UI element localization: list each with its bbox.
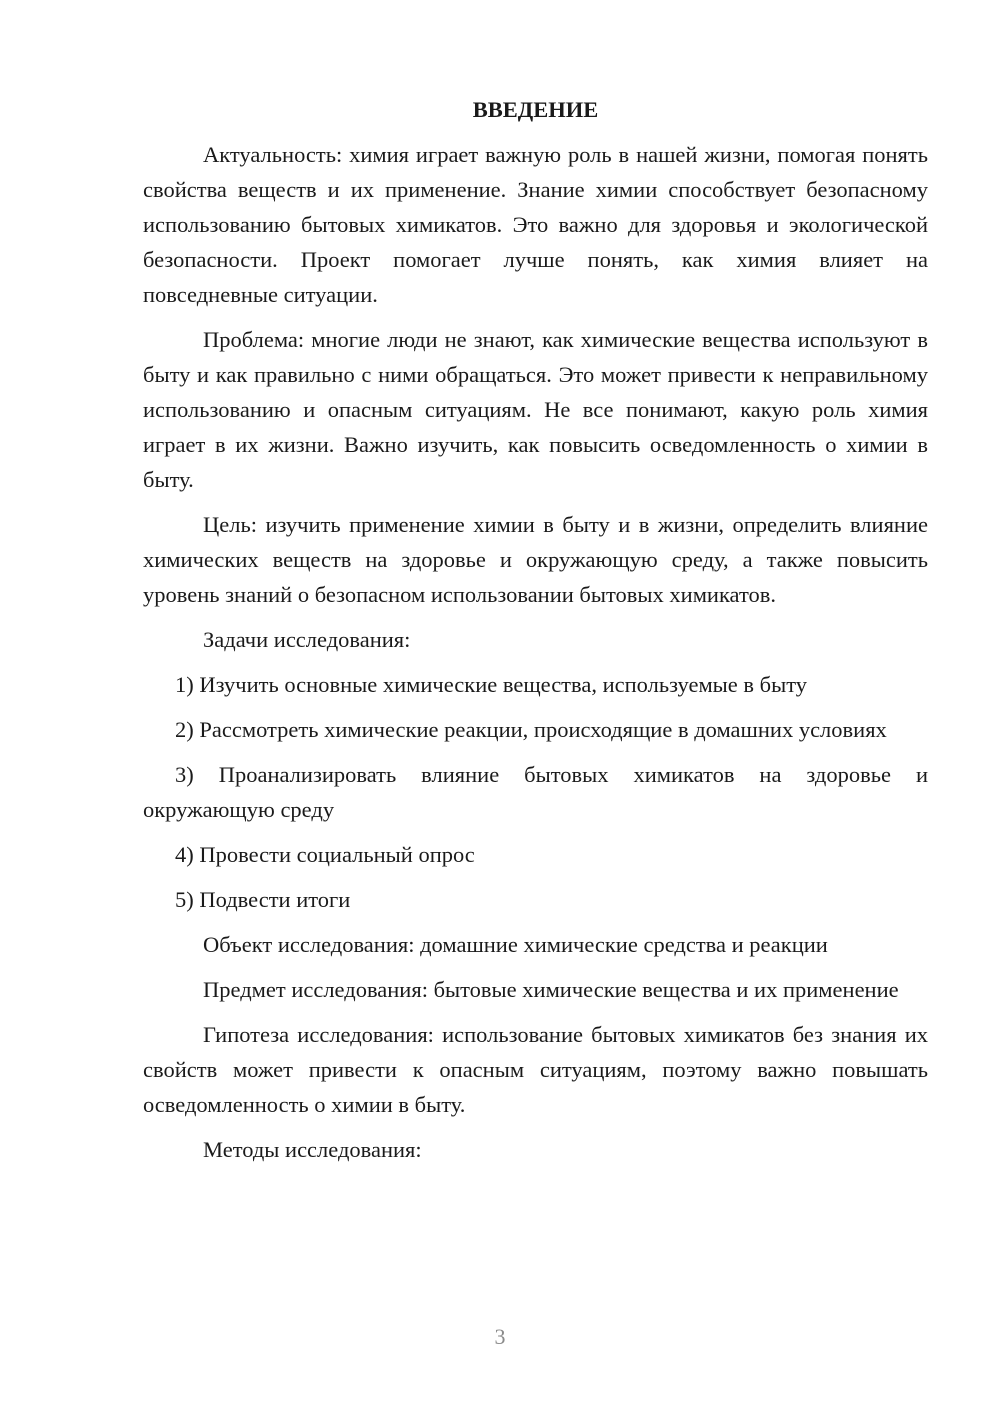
document-page (143, 92, 928, 1177)
task-item-1: 1) Изучить основные химические вещества, используемые в быту (175, 672, 808, 697)
page-number: 3 (494, 1324, 506, 1349)
paragraph-methods: Методы исследования: (203, 1137, 422, 1162)
task-item-3: 3) Проанализировать влияние бытовых химикатов на здоровье и окружающую среду (143, 762, 928, 822)
paragraph-problem: Проблема: многие люди не знают, как химические вещества используют в быту и как правильно с ними обращаться. Это может привести к неправильному использованию и опасным ситуациям. Не все понимают, какую роль химия играет в их жизни. Важно изучить, как повысить осведомленность о химии в быту. (143, 327, 928, 492)
paragraph-relevance: Актуальность: химия играет важную роль в нашей жизни, помогая понять свойства веществ и их применение. Знание химии способствует безопасному использованию бытовых химикатов. Это важно для здоровья и экологической безопасности. Проект помогает лучше понять, как химия влияет на повседневные ситуации. (143, 142, 928, 307)
task-item-4: 4) Провести социальный опрос (175, 842, 475, 867)
task-item-2: 2) Рассмотреть химические реакции, происходящие в домашних условиях (175, 717, 887, 742)
paragraph-object: Объект исследования: домашние химические средства и реакции (203, 932, 828, 957)
tasks-heading: Задачи исследования: (203, 627, 411, 652)
section-title: ВВЕДЕНИЕ (472, 97, 599, 122)
paragraph-hypothesis: Гипотеза исследования: использование бытовых химикатов без знания их свойств может привести к опасным ситуациям, поэтому важно повышать осведомленность о химии в быту. (143, 1022, 928, 1117)
task-item-5: 5) Подвести итоги (175, 887, 351, 912)
paragraph-goal: Цель: изучить применение химии в быту и в жизни, определить влияние химических веществ на здоровье и окружающую среду, а также повысить уровень знаний о безопасном использовании бытовых химикатов. (143, 512, 928, 607)
paragraph-subject: Предмет исследования: бытовые химические вещества и их применение (203, 977, 899, 1002)
